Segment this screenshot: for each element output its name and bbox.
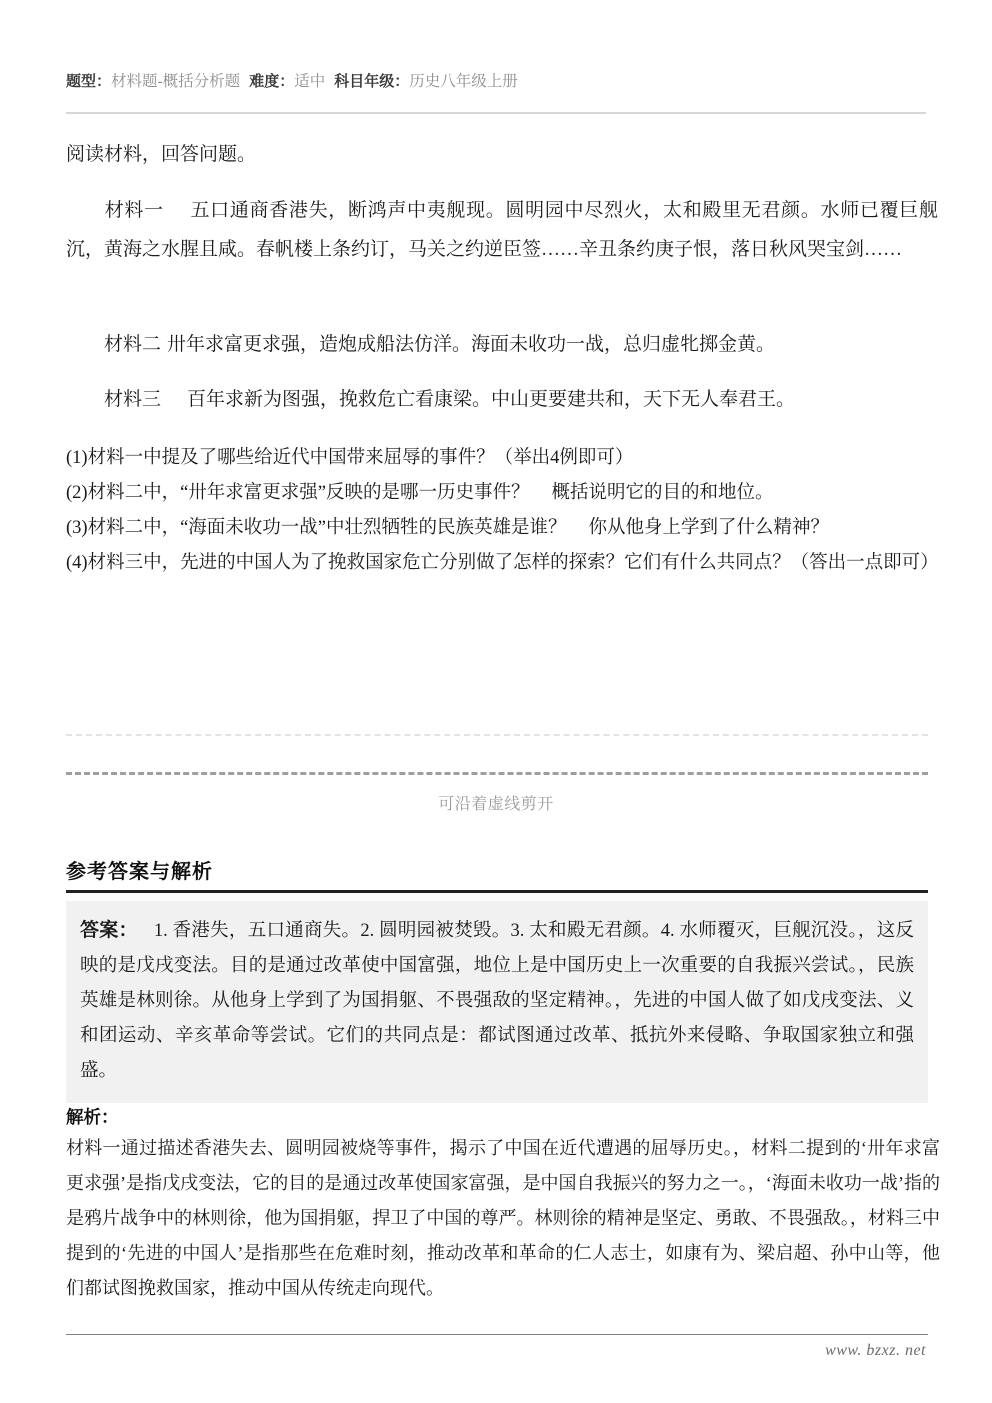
material-two-text: 卅年求富更求强，造炮成船法仿洋。海面未收功一战，总归虚牝掷金黄。 [167, 334, 776, 355]
question-metadata-bar [66, 72, 926, 92]
question-item-1: (1)材料一中提及了哪些给近代中国带来屈辱的事件？（举出4例即可） [66, 448, 634, 468]
analysis-label: 解析： [66, 1107, 119, 1127]
cut-along-dashed-label: 可沿着虚线剪开 [438, 796, 554, 813]
question-item-3 [66, 511, 942, 546]
analysis-text: 材料一通过描述香港失去、圆明园被烧等事件，揭示了中国在近代遭遇的屈辱历史。，材料二提到的‘卅年求富更求强’是指戊戌变法，它的目的是通过改革使国家富强，是中国自我振兴的努力之一。，‘海面未收功一战’指的是鸦片战争中的林则徐，他为国捐躯，捍卫了中国的尊严。林则徐的精神是坚定、勇敢、不畏强敌。，材料三中提到的‘先进的中国人’是指那些在危难时刻，推动改革和革命的仁人志士，如康有为、梁启超、孙中山等，他们都试图挽救国家，推动中国从传统走向现代。 [66, 1138, 940, 1298]
cut-line-upper [66, 734, 928, 736]
question-sub-items [66, 441, 942, 581]
material-one-text: 五口通商香港失，断鸿声中夷舰现。圆明园中尽烈火，太和殿里无君颜。水师已覆巨舰沉，黄海之水腥且咸。春帆楼上条约订，马关之约逆臣签……辛丑条约庚子恨，落日秋风哭宝剑…… [66, 200, 938, 260]
footer-watermark: www. bzxz. net [825, 1342, 926, 1359]
question-type-label: 题型： [66, 73, 112, 90]
answer-box [66, 901, 928, 1103]
header-divider [66, 112, 926, 114]
answers-section-divider [66, 890, 928, 893]
difficulty-value: 适中 [294, 73, 326, 90]
question-item-4: (4)材料三中，先进的中国人为了挽救国家危亡分别做了怎样的探索？它们有什么共同点？（答出一点即可） [66, 553, 939, 573]
answer-label: 答案： [80, 920, 138, 941]
question-type-value: 材料题-概括分析题 [111, 73, 241, 90]
subject-grade-label: 科目年级： [334, 73, 410, 90]
answer-text: 1. 香港失，五口通商失。2. 圆明园被焚毁。3. 太和殿无君颜。4. 水师覆灭，巨舰沉没。，这反映的是戊戌变法。目的是通过改革使中国富强，地位上是中国历史上一次重要的自我振兴尝试。，民族英雄是林则徐。从他身上学到了为国捐躯、不畏强敌的坚定精神。，先进的中国人做了如戊戌变法、义和团运动、辛亥革命等尝试。它们的共同点是：都试图通过改革、抵抗外来侵略、争取国家独立和强盛。 [80, 921, 914, 1081]
question-item-2-part-a: (2)材料二中，“卅年求富更求强”反映的是哪一历史事件？ [66, 483, 530, 503]
material-two [66, 325, 938, 364]
question-item-3-part-a: (3)材料二中，“海面未收功一战”中壮烈牺牲的民族英雄是谁？ [66, 518, 567, 538]
material-three [66, 380, 938, 419]
question-item-3-part-b: 你从他身上学到了什么精神？ [588, 518, 830, 538]
question-intro: 阅读材料，回答问题。 [66, 144, 257, 165]
cut-line-lower [66, 772, 928, 775]
question-item-2 [66, 476, 942, 511]
material-three-name: 材料三 [104, 389, 162, 410]
material-three-text: 百年求新为图强，挽救危亡看康梁。中山更要建共和，天下无人奉君王。 [187, 389, 796, 410]
material-two-name: 材料二 [104, 334, 162, 355]
material-one-name: 材料一 [104, 200, 164, 221]
answers-section-title: 参考答案与解析 [66, 861, 213, 883]
difficulty-label: 难度： [249, 73, 295, 90]
footer-divider [66, 1334, 928, 1335]
question-item-2-part-b: 概括说明它的目的和地位。 [551, 483, 774, 503]
material-one [66, 191, 938, 269]
subject-grade-value: 历史八年级上册 [409, 73, 518, 90]
